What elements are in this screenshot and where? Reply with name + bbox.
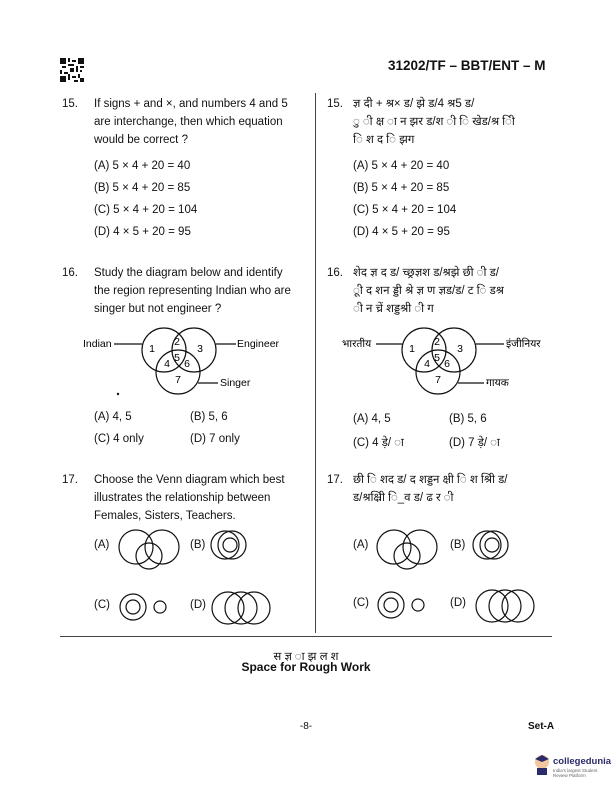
question-15-en <box>62 95 312 245</box>
region-5: 5 <box>174 352 180 364</box>
rough-work-rule <box>60 636 552 637</box>
label-engineer: इंजीनियर <box>506 338 541 350</box>
option-d[interactable]: (D) 4 × 5 + 20 = 95 <box>94 226 191 238</box>
question-text: छी ि शद ड/ द शड्डन क्षी ि श श्रीि ड/ ड/श्रक्ष्रीि ि_व ड/ ढ र ी <box>353 474 508 504</box>
region-4: 4 <box>164 358 170 370</box>
label-indian: भारतीय <box>342 338 372 350</box>
venn-option-d[interactable] <box>208 586 274 630</box>
question-number: 17. <box>62 474 78 486</box>
paper-code: 31202/TF – BBT/ENT – M <box>388 58 546 73</box>
qr-code <box>60 58 84 82</box>
region-1: 1 <box>149 343 155 355</box>
option-a[interactable]: (A) 4, 5 <box>94 411 132 423</box>
venn-option-b[interactable] <box>470 527 512 563</box>
label-indian: Indian <box>83 338 112 350</box>
region-6: 6 <box>444 358 450 370</box>
region-7: 7 <box>175 374 181 386</box>
dot <box>117 393 119 395</box>
page-number: -8- <box>299 721 313 732</box>
question-17-hi <box>327 471 557 511</box>
question-text: Study the diagram below and identify the region representing Indian who are singer but not engineer ? <box>94 267 291 315</box>
option-d-label[interactable]: (D) <box>450 597 466 609</box>
region-3: 3 <box>197 343 203 355</box>
question-number: 17. <box>327 474 343 486</box>
question-text: Choose the Venn diagram which best illustrates the relationship between Females, Sisters, Teachers. <box>94 474 285 522</box>
question-text: ज्ञ दी + श्र× ड/ झे ड/4 श्र5 ड/ ु ी क्ष ा न झर ड/श ी ि खेड/श्र ीि ि श द ि झग <box>353 98 515 146</box>
question-text: If signs + and ×, and numbers 4 and 5 are interchange, then which equation would be correct ? <box>94 98 288 146</box>
option-a[interactable]: (A) 5 × 4 + 20 = 40 <box>94 160 191 172</box>
option-b-label[interactable]: (B) <box>190 539 206 551</box>
option-a-label[interactable]: (A) <box>94 539 110 551</box>
option-b[interactable]: (B) 5, 6 <box>190 411 228 423</box>
question-17-en <box>62 471 312 531</box>
rough-work-title-hi: स ज्ञ ा झ ल श <box>273 651 339 663</box>
venn-option-b[interactable] <box>208 527 250 563</box>
option-d[interactable]: (D) 7 ड़े/ ा <box>449 437 500 449</box>
question-number: 15. <box>62 98 78 110</box>
option-b[interactable]: (B) 5 × 4 + 20 = 85 <box>353 182 450 194</box>
collegedunia-logo: collegedunia <box>553 756 612 767</box>
option-a-label[interactable]: (A) <box>353 539 369 551</box>
region-5: 5 <box>434 352 440 364</box>
region-3: 3 <box>457 343 463 355</box>
question-text: शेद ज्ञ द ड/ च्छ्रज्ञश ड/श्रझे छी ी ड/ ूी द शन ड्डी श्रे ज्ञ ण ज्ञड/ड/ ट ि डश्र ी न च्रें शड्डश्री ी ग <box>353 267 504 315</box>
venn-diagram-en <box>80 320 300 400</box>
label-singer: गायक <box>486 377 509 389</box>
option-a[interactable]: (A) 5 × 4 + 20 = 40 <box>353 160 450 172</box>
option-c[interactable]: (C) 5 × 4 + 20 = 104 <box>353 204 457 216</box>
option-c-label[interactable]: (C) <box>353 597 369 609</box>
option-d[interactable]: (D) 4 × 5 + 20 = 95 <box>353 226 450 238</box>
option-d[interactable]: (D) 7 only <box>190 433 240 445</box>
region-4: 4 <box>424 358 430 370</box>
region-1: 1 <box>409 343 415 355</box>
option-b-label[interactable]: (B) <box>450 539 466 551</box>
venn-option-d[interactable] <box>472 584 538 628</box>
option-c[interactable]: (C) 5 × 4 + 20 = 104 <box>94 204 198 216</box>
option-b[interactable]: (B) 5 × 4 + 20 = 85 <box>94 182 191 194</box>
option-d-label[interactable]: (D) <box>190 599 206 611</box>
option-c[interactable]: (C) 4 only <box>94 433 144 445</box>
question-16-hi <box>327 264 557 324</box>
question-15-hi <box>327 95 557 245</box>
rough-work-title: Space for Rough Work <box>241 660 371 674</box>
region-7: 7 <box>435 374 441 386</box>
option-a[interactable]: (A) 4, 5 <box>353 413 391 425</box>
region-6: 6 <box>184 358 190 370</box>
collegedunia-logo-icon <box>532 753 552 775</box>
set-label: Set-A <box>528 721 555 732</box>
region-2: 2 <box>174 336 180 348</box>
label-engineer: Engineer <box>237 338 280 350</box>
option-c[interactable]: (C) 4 ड़े/ ा <box>353 437 404 449</box>
label-singer: Singer <box>220 377 251 389</box>
question-number: 16. <box>62 267 78 279</box>
venn-option-c[interactable] <box>116 590 176 626</box>
venn-diagram-hi <box>340 320 552 400</box>
venn-option-a[interactable] <box>374 523 440 571</box>
venn-option-a[interactable] <box>116 523 182 571</box>
option-b[interactable]: (B) 5, 6 <box>449 413 487 425</box>
question-number: 16. <box>327 267 343 279</box>
question-number: 15. <box>327 98 343 110</box>
region-2: 2 <box>434 336 440 348</box>
option-c-label[interactable]: (C) <box>94 599 110 611</box>
venn-option-c[interactable] <box>374 588 434 624</box>
column-divider <box>315 93 316 633</box>
collegedunia-tagline: India's largest Student Review Platform <box>553 768 598 778</box>
